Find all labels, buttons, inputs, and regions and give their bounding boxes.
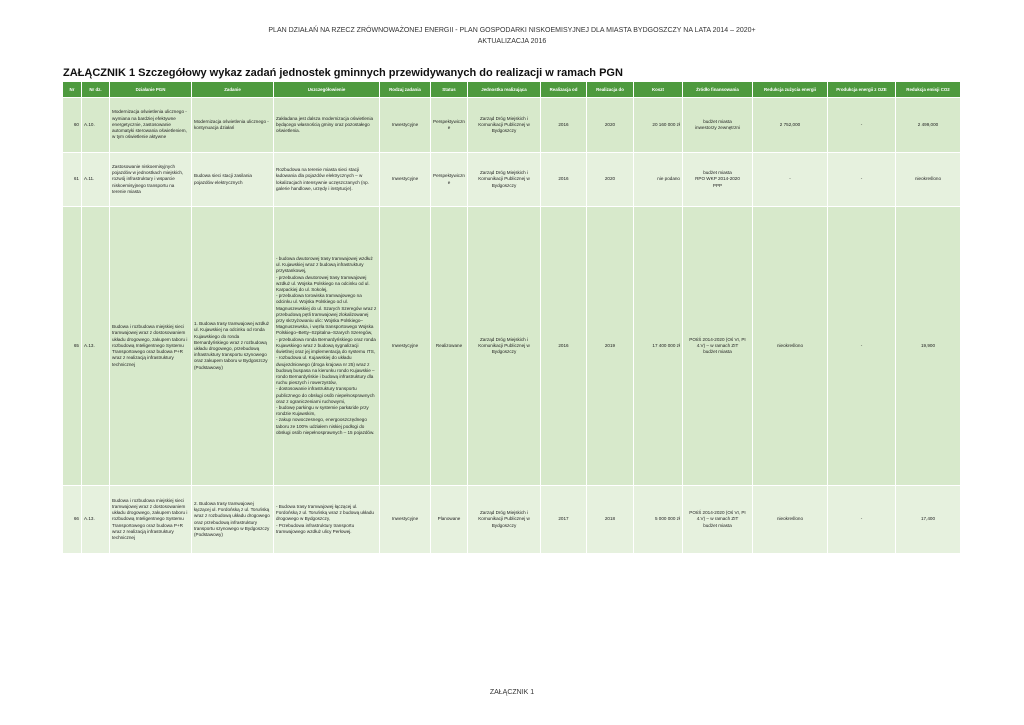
table-row bbox=[63, 98, 961, 153]
cell-nr-dz: A.10. bbox=[82, 98, 110, 153]
cell-co2: nieokreślono bbox=[896, 153, 961, 207]
cell-zadanie: 2. Budowa trasy tramwajowej łączącej ul. Fordońską z ul. Toruńską wraz z rozbudową układu drogowego oraz przebudową infrastruktury transportu szynowego w Bydgoszczy (Podstawowy) bbox=[192, 486, 274, 554]
cell-rodzaj: Inwestycyjne bbox=[380, 98, 431, 153]
cell-co2: 19,900 bbox=[896, 207, 961, 486]
cell-dzialanie: Budowa i rozbudowa miejskiej sieci tramwajowej wraz z dostosowaniem układu drogowego, zakupem taboru i rozbudową Inteligentnego Systemu Transportowego oraz budowa P+R wraz z realizacją infrastruktury technicznej bbox=[110, 486, 192, 554]
column-header-status: Status bbox=[431, 82, 468, 98]
cell-status: Perspektywiczn e bbox=[431, 153, 468, 207]
table-row bbox=[63, 207, 961, 486]
cell-oze: - bbox=[828, 207, 896, 486]
cell-status: Perspektywiczn e bbox=[431, 98, 468, 153]
cell-dzialanie: Budowa i rozbudowa miejskiej sieci tramwajowej wraz z dostosowaniem układu drogowego, zakupem taboru i rozbudową Inteligentnego Systemu Transportowego oraz budowa P+R wraz z realizacją infrastruktury technicznej bbox=[110, 207, 192, 486]
cell-koszt: 5 000 000 zł bbox=[634, 486, 683, 554]
cell-redukcja-energii: - bbox=[753, 153, 828, 207]
cell-uszczegolowienie: Rozbudowa na terenie miasta sieci stacji ładowania dla pojazdów elektrycznych – w lokalizacjach intensywnie uczęszczanych (np. galerie handlowe, urzędy i instytucje). bbox=[274, 153, 380, 207]
column-header-zadanie: Zadanie bbox=[192, 82, 274, 98]
cell-rodzaj: Inwestycyjne bbox=[380, 153, 431, 207]
column-header-nr: Nr bbox=[63, 82, 82, 98]
table-header-row bbox=[63, 82, 961, 98]
cell-jednostka: Zarząd Dróg Miejskich i Komunikacji Publicznej w Bydgoszczy bbox=[468, 98, 541, 153]
column-header-realizacja-do: Realizacja do bbox=[587, 82, 634, 98]
cell-nr: 65 bbox=[63, 207, 82, 486]
cell-nr: 60 bbox=[63, 98, 82, 153]
column-header-uszczegolowienie: Uszczegółowienie bbox=[274, 82, 380, 98]
cell-zrodlo: POIiŚ 2014-2020 (Oś VI, PI 4.V) – w ramach ZIT budżet miasta bbox=[683, 486, 753, 554]
cell-oze: - bbox=[828, 153, 896, 207]
cell-nr: 61 bbox=[63, 153, 82, 207]
cell-rodzaj: Inwestycyjne bbox=[380, 486, 431, 554]
cell-realizacja-do: 2019 bbox=[587, 207, 634, 486]
document-header-line-2: AKTUALIZACJA 2016 bbox=[477, 38, 547, 45]
column-header-rodzaj: Rodzaj zadania bbox=[380, 82, 431, 98]
cell-uszczegolowienie: Zakładana jest dalsza modernizacja oświetlenia będącego własnością gminy oraz pozostałego oświetlenia. bbox=[274, 98, 380, 153]
cell-nr-dz: A.11. bbox=[82, 153, 110, 207]
cell-zrodlo: budżet miasta RPO WKP 2014-2020 PPP bbox=[683, 153, 753, 207]
cell-status: Planowane bbox=[431, 486, 468, 554]
cell-oze: - bbox=[828, 98, 896, 153]
cell-koszt: nie podano bbox=[634, 153, 683, 207]
cell-jednostka: Zarząd Dróg Miejskich i Komunikacji Publicznej w Bydgoszczy bbox=[468, 486, 541, 554]
cell-zrodlo: POIiŚ 2014-2020 (Oś VI, PI 4.V) – w ramach ZIT budżet miasta bbox=[683, 207, 753, 486]
column-header-dzialanie: Działanie PGN bbox=[110, 82, 192, 98]
cell-redukcja-energii: nieokreślono bbox=[753, 207, 828, 486]
cell-redukcja-energii: 2 752,000 bbox=[753, 98, 828, 153]
cell-realizacja-od: 2016 bbox=[541, 207, 587, 486]
column-header-realizacja-od: Realizacja od bbox=[541, 82, 587, 98]
cell-dzialanie: Zastosowanie niskoemisyjnych pojazdów w jednostkach miejskich, rozwój infrastruktury i wsparcie niskoemisyjnego transportu na terenie miasta bbox=[110, 153, 192, 207]
cell-zadanie: Modernizacja oświetlenia ulicznego - kontynuacja działań bbox=[192, 98, 274, 153]
cell-nr-dz: A.13. bbox=[82, 207, 110, 486]
cell-zrodlo: budżet miasta inwestorzy zewnętrzni bbox=[683, 98, 753, 153]
column-header-oze: Produkcja energii z OZE bbox=[828, 82, 896, 98]
cell-koszt: 20 160 000 zł bbox=[634, 98, 683, 153]
page-footer: ZAŁĄCZNIK 1 bbox=[489, 689, 535, 696]
cell-co2: 2 499,000 bbox=[896, 98, 961, 153]
cell-jednostka: Zarząd Dróg Miejskich i Komunikacji Publicznej w Bydgoszczy bbox=[468, 153, 541, 207]
cell-uszczegolowienie: - Budowa trasy tramwajowej łączącej ul. Fordońską z ul. Toruńską wraz z budową układu drogowego w Bydgoszczy, - Przebudowa infrastruktury transportu tramwajowego wzdłuż ulicy Perłowej. bbox=[274, 486, 380, 554]
cell-zadanie: Budowa sieci stacji zasilania pojazdów elektrycznych bbox=[192, 153, 274, 207]
table-row bbox=[63, 486, 961, 554]
cell-dzialanie: Modernizacja oświetlenia ulicznego - wymiana na bardziej efektywne energetycznie, zastosowanie automatyki sterowania oświetleniem, w tym oświetlenie aktywne bbox=[110, 98, 192, 153]
table-row bbox=[63, 153, 961, 207]
column-header-zrodlo: Źródło finansowania bbox=[683, 82, 753, 98]
cell-rodzaj: Inwestycyjne bbox=[380, 207, 431, 486]
cell-oze: - bbox=[828, 486, 896, 554]
cell-realizacja-do: 2020 bbox=[587, 98, 634, 153]
cell-zadanie: 1. Budowa trasy tramwajowej wzdłuż ul. Kujawskiej na odcinku od ronda Kujawskiego do ronda Bernardyńskiego wraz z rozbudową układu drogowego, przebudową infrastruktury transportu szynowego oraz zakupem taboru w Bydgoszczy (Podstawowy) bbox=[192, 207, 274, 486]
column-header-koszt: Koszt bbox=[634, 82, 683, 98]
cell-realizacja-do: 2020 bbox=[587, 153, 634, 207]
document-header-line-1: PLAN DZIAŁAŃ NA RZECZ ZRÓWNOWAŻONEJ ENERGII - PLAN GOSPODARKI NISKOEMISYJNEJ DLA MIASTA BYDGOSZCZY NA LATA 2014 – 2020+ bbox=[268, 27, 756, 34]
column-header-nr-dz: Nr dz. bbox=[82, 82, 110, 98]
cell-co2: 17,400 bbox=[896, 486, 961, 554]
tasks-table bbox=[62, 81, 961, 554]
cell-realizacja-do: 2018 bbox=[587, 486, 634, 554]
cell-nr: 66 bbox=[63, 486, 82, 554]
column-header-jednostka: Jednostka realizująca bbox=[468, 82, 541, 98]
page-title: ZAŁĄCZNIK 1 Szczegółowy wykaz zadań jednostek gminnych przewidywanych do realizacji w ramach PGN bbox=[63, 67, 623, 79]
cell-uszczegolowienie: - budowa dwutorowej trasy tramwajowej wzdłuż ul. Kujawskiej wraz z budową infrastruktury przystankowej, - przebudowa dwutorowej trasy tramwajowej wzdłuż ul. Wojska Polskiego na odcinku od ul. Karpackiej do ul. Sokolej, - przebudowa torowiska tramwajowego na odcinku ul. Wojska Polskiego od ul. Magnuszewskiej do ul. Szarych Szeregów wraz z przebudową pętli tramwajowej zlokalizowanej przy skrzyżowaniu ulic: Wojska Polskiego–Magnuszewska, i węzła transportowego Wojska Polskiego–Betty–Szpitalna–Szarych Szeregów, - przebudowa ronda Bernardyńskiego oraz ronda Kujawskiego wraz z budową sygnalizacji świetlnej oraz jej implementacją do systemu ITS, - rozbudowa ul. Kujawskiej do układu dwujezdniowego (droga krajowa nr 25) wraz z budową buspasa na kierunku rondo Kujawskie – rondo Bernardyńskie i budową infrastruktury dla ruchu pieszych i rowerzystów, - dostosowanie infrastruktury transportu publicznego do obsługi osób niepełnosprawnych oraz z ograniczeniami ruchowymi, - budowę parkingu w systemie park&ride przy rondzie Kujawskim, - zakup nowoczesnego, energooszczędnego taboru ze 100% udziałem niskiej podłogi do obsługi osób niepełnosprawnych – 15 pojazdów. bbox=[274, 207, 380, 486]
cell-realizacja-od: 2016 bbox=[541, 98, 587, 153]
cell-realizacja-od: 2017 bbox=[541, 486, 587, 554]
cell-status: Realizowane bbox=[431, 207, 468, 486]
column-header-redukcja-energii: Redukcja zużycia energii bbox=[753, 82, 828, 98]
cell-jednostka: Zarząd Dróg Miejskich i Komunikacji Publicznej w Bydgoszczy bbox=[468, 207, 541, 486]
cell-redukcja-energii: nieokreślono bbox=[753, 486, 828, 554]
cell-realizacja-od: 2016 bbox=[541, 153, 587, 207]
column-header-co2: Redukcja emisji CO2 bbox=[896, 82, 961, 98]
cell-nr-dz: A.13. bbox=[82, 486, 110, 554]
cell-koszt: 17 400 000 zł bbox=[634, 207, 683, 486]
